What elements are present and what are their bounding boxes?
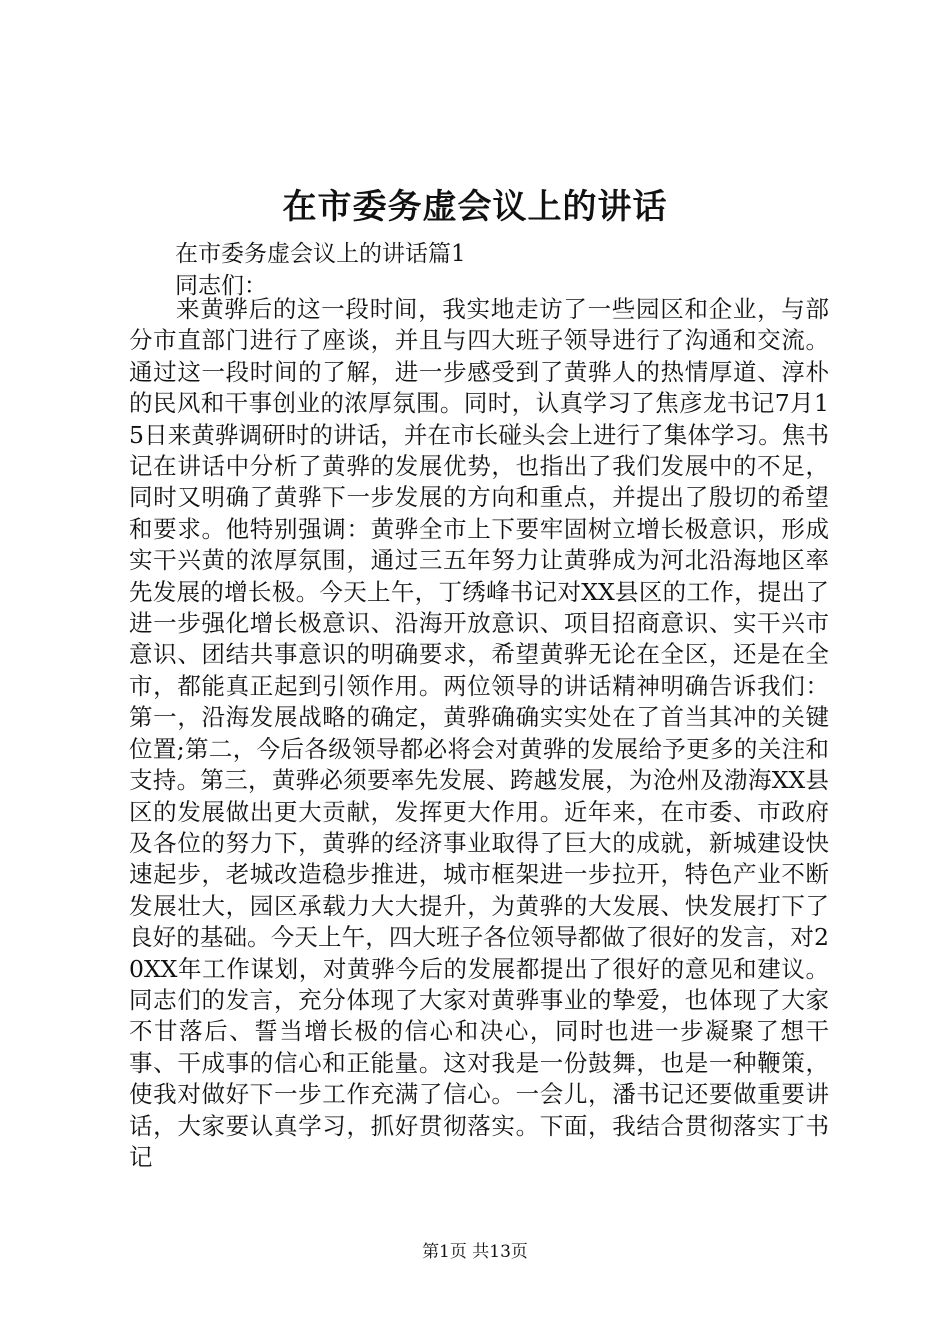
page-title: 在市委务虚会议上的讲话 (282, 187, 668, 227)
greeting-line: 同志们： (175, 273, 267, 299)
document-subtitle: 在市委务虚会议上的讲话篇1 (175, 241, 466, 267)
page-footer: 第1页 共13页 (422, 1242, 528, 1262)
body-paragraph: 来黄骅后的这一段时间，我实地走访了一些园区和企业，与部分市直部门进行了座谈，并且与四大班子领导进行了沟通和交流。通过这一段时间的了解，进一步感受到了黄骅人的热情厚道、淳朴的民风和干事创业的浓厚氛围。同时，认真学习了焦彦龙书记7月15日来黄骅调研时的讲话，并在市长碰头会上进行了集体学习。焦书记在讲话中分析了黄骅的发展优势，也指出了我们发展中的不足，同时又明确了黄骅下一步发展的方向和重点，并提出了殷切的希望和要求。他特别强调：黄骅全市上下要牢固树立增长极意识，形成实干兴黄的浓厚氛围，通过三五年努力让黄骅成为河北沿海地区率先发展的增长极。今天上午，丁绣峰书记对XX县区的工作，提出了进一步强化增长极意识、沿海开放意识、项目招商意识、实干兴市意识、团结共事意识的明确要求，希望黄骅无论在全区，还是在全市，都能真正起到引领作用。两位领导的讲话精神明确告诉我们：第一，沿海发展战略的确定，黄骅确确实实处在了首当其冲的关键位置;第二，今后各级领导都必将会对黄骅的发展给予更多的关注和支持。第三，黄骅必须要率先发展、跨越发展，为沧州及渤海XX县区的发展做出更大贡献，发挥更大作用。近年来，在市委、市政府及各位的努力下，黄骅的经济事业取得了巨大的成就，新城建设快速起步，老城改造稳步推进，城市框架进一步拉开，特色产业不断发展壮大，园区承载力大大提升，为黄骅的大发展、快发展打下了良好的基础。今天上午，四大班子各位领导都做了很好的发言，对20XX年工作谋划，对黄骅今后的发展都提出了很好的意见和建议。同志们的发言，充分体现了大家对黄骅事业的挚爱，也体现了大家不甘落后、誓当增长极的信心和决心，同时也进一步凝聚了想干事、干成事的信心和正能量。这对我是一份鼓舞，也是一种鞭策，使我对做好下一步工作充满了信心。一会儿，潘书记还要做重要讲话，大家要认真学习，抓好贯彻落实。下面，我结合贯彻落实丁书记 (129, 295, 829, 1171)
